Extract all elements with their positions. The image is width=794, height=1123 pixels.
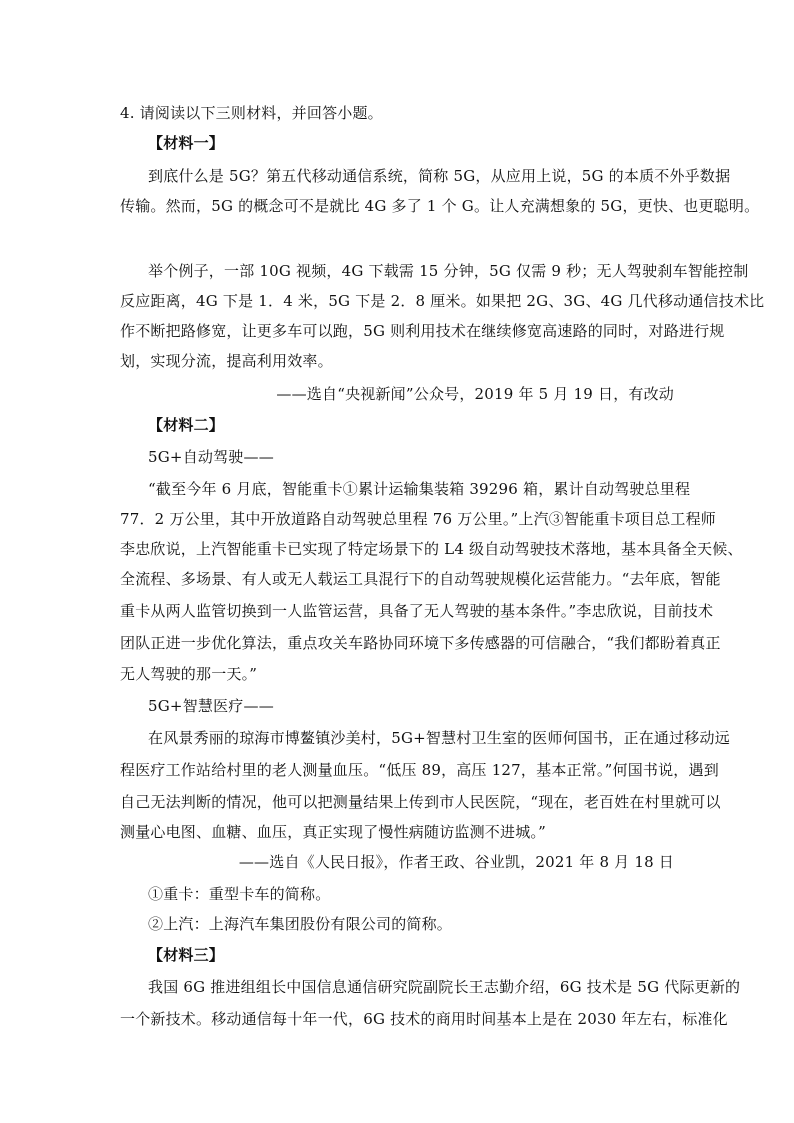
material2-source: ——选自《人民日报》，作者王政、谷业凯，2021 年 8 月 18 日: [238, 853, 674, 871]
material3-p1-line2: 一个新技术。移动通信每十年一代，6G 技术的商用时间基本上是在 2030 年左右，标准化: [120, 1010, 728, 1028]
material2-p2-line3: 自己无法判断的情况，他可以把测量结果上传到市人民医院，“现在，老百姓在村里就可以: [120, 793, 721, 811]
material2-subtitle-medical: 5G+智慧医疗——: [148, 697, 274, 715]
material1-p2-line3: 作不断把路修宽，让更多车可以跑，5G 则利用技术在继续修宽高速路的同时，对路进行规: [120, 322, 725, 340]
material1-p2-line2: 反应距离，4G 下是 1．4 米，5G 下是 2．8 厘米。如果把 2G、3G、4G 几代移动通信技术比: [120, 292, 765, 310]
material1-p1-line2: 传输。然而，5G 的概念可不是就比 4G 多了 1 个 G。让人充满想象的 5G，更快、也更聪明。: [120, 197, 760, 215]
material2-p2-line2: 程医疗工作站给村里的老人测量血压。“低压 89，高压 127，基本正常。”何国书说，遇到: [120, 761, 719, 779]
material2-p1-line5: 重卡从两人监管切换到一人监管运营，具备了无人驾驶的基本条件。”李忠欣说，目前技术: [120, 602, 714, 620]
material3-title: 【材料三】: [148, 946, 225, 964]
material3-p1-line1: 我国 6G 推进组组长中国信息通信研究院副院长王志勤介绍，6G 技术是 5G 代际更新的: [148, 978, 741, 996]
question-intro: 4. 请阅读以下三则材料，并回答小题。: [120, 104, 383, 122]
material1-p2-line1: 举个例子，一部 10G 视频，4G 下载需 15 分钟，5G 仅需 9 秒；无人驾驶刹车智能控制: [148, 262, 749, 280]
material2-p1-line1: “截至今年 6 月底，智能重卡①累计运输集装箱 39296 箱，累计自动驾驶总里程: [148, 480, 691, 498]
material1-p1-line1: 到底什么是 5G？第五代移动通信系统，简称 5G，从应用上说，5G 的本质不外乎数据: [148, 167, 731, 185]
footnote-2: ②上汽：上海汽车集团股份有限公司的简称。: [148, 915, 453, 933]
footnote-1: ①重卡：重型卡车的简称。: [148, 885, 331, 903]
material2-p2-line1: 在风景秀丽的琼海市博鳌镇沙美村，5G+智慧村卫生室的医师何国书，正在通过移动远: [148, 729, 730, 747]
material1-title: 【材料一】: [148, 134, 225, 152]
material2-p1-line2: 77．2 万公里，其中开放道路自动驾驶总里程 76 万公里。”上汽③智能重卡项目总工程师: [120, 510, 716, 528]
material2-title: 【材料二】: [148, 416, 225, 434]
material2-p1-line4: 全流程、多场景、有人或无人载运工具混行下的自动驾驶规模化运营能力。“去年底，智能: [120, 570, 721, 588]
material2-p1-line7: 无人驾驶的那一天。”: [120, 665, 258, 683]
material1-source: ——选自“央视新闻”公众号，2019 年 5 月 19 日，有改动: [276, 385, 674, 403]
material2-p1-line6: 团队正进一步优化算法，重点攻关车路协同环境下多传感器的可信融合，“我们都盼着真正: [120, 634, 721, 652]
material1-p2-line4: 划，实现分流，提高利用效率。: [120, 352, 333, 370]
material2-p1-line3: 李忠欣说，上汽智能重卡已实现了特定场景下的 L4 级自动驾驶技术落地，基本具备全天候、: [120, 540, 743, 558]
material2-p2-line4: 测量心电图、血糖、血压，真正实现了慢性病随访监测不进城。”: [120, 823, 546, 841]
material2-subtitle-driving: 5G+自动驾驶——: [148, 448, 274, 466]
